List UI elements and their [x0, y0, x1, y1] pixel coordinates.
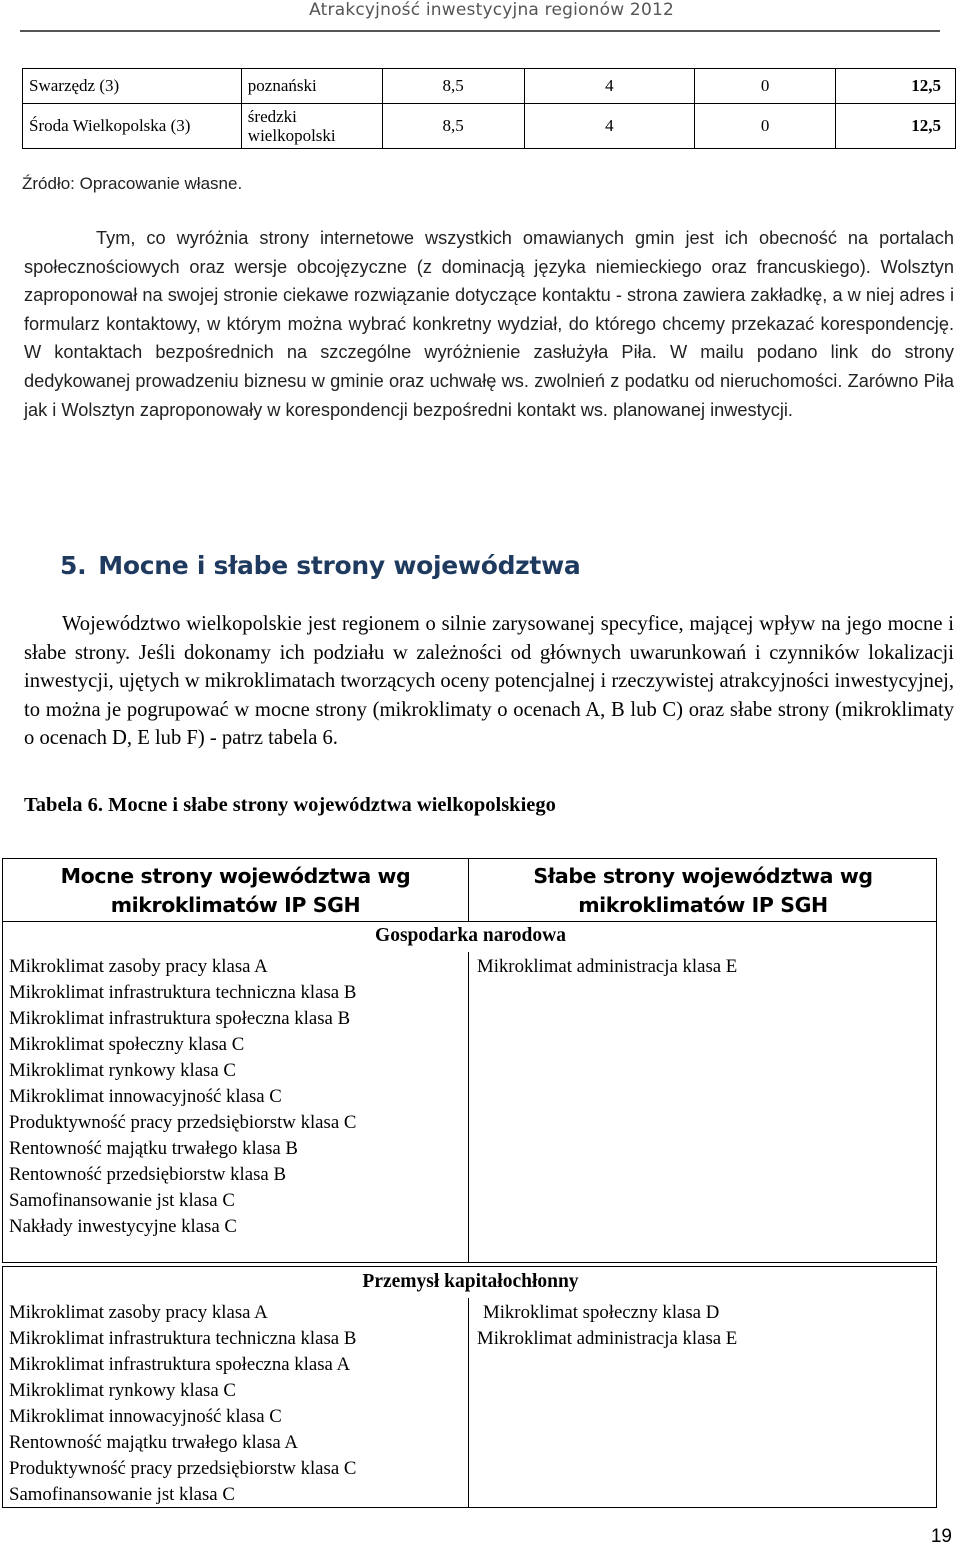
list-item: Mikroklimat zasoby pracy klasa A	[9, 956, 268, 977]
list-item: Mikroklimat innowacyjność klasa C	[9, 1086, 282, 1107]
total-cell: 12,5	[836, 104, 956, 149]
list-item: Produktywność pracy przedsiębiorstw klasa C	[9, 1458, 357, 1479]
table-row	[23, 104, 956, 149]
list-item: Samofinansowanie jst klasa C	[9, 1484, 235, 1505]
district-cell: poznański	[241, 69, 382, 104]
district-line: średzki	[247, 107, 297, 126]
strengths-weaknesses-table-part2	[2, 1266, 937, 1508]
list-item: Rentowność przedsiębiorstw klasa B	[9, 1164, 286, 1185]
strong-column-header	[3, 862, 468, 920]
gmina-cell: Swarzędz (3)	[23, 69, 242, 104]
list-item: Mikroklimat infrastruktura społeczna klasa B	[9, 1008, 351, 1029]
header-line: mikroklimatów IP SGH	[110, 893, 361, 917]
weak-list	[477, 1300, 737, 1352]
strong-list	[9, 1300, 356, 1508]
weak-column-header	[468, 862, 938, 920]
list-item: Mikroklimat rynkowy klasa C	[9, 1380, 236, 1401]
column-divider	[468, 952, 469, 1263]
value-cell: 0	[695, 104, 836, 149]
body-paragraph: Tym, co wyróżnia strony internetowe wszystkich omawianych gmin jest ich obecność na portalach społecznościowych oraz wersje obcojęzyczne (z dominacją języka niemieckiego oraz francuskiego). Wolsztyn zaproponował na swojej stronie ciekawe rozwiązanie dotyczące kontaktu - strona zawiera zakładkę, a w niej adres i formularz kontaktowy, w którym można wybrać konkretny wydział, do którego chcemy przekazać korespondencję. W kontaktach bezpośrednich na szczególne wyróżnienie zasłużyła Piła. W mailu podano link do strony dedykowanej prowadzeniu biznesu w gminie oraz uchwałę ws. zwolnień z podatku od nieruchomości. Zarówno Piła jak i Wolsztyn zaproponowały w korespondencji bezpośredni kontakt ws. planowanej inwestycji.	[24, 228, 954, 420]
value-cell: 0	[695, 69, 836, 104]
list-item: Rentowność majątku trwałego klasa A	[9, 1432, 298, 1453]
list-item: Mikroklimat społeczny klasa C	[9, 1034, 245, 1055]
body-paragraph: Województwo wielkopolskie jest regionem o silnie zarysowanej specyfice, mającej wpływ na jego mocne i słabe strony. Jeśli dokonamy ich podziału w zależności od głównych uwarunkowań i czynników lokalizacji inwestycji, ujętych w mikroklimatach tworzących oceny potencjalnej i rzeczywistej atrakcyjności inwestycyjnej, to można je pogrupować w mocne strony (mikroklimaty o ocenach A, B lub C) oraz słabe strony (mikroklimaty o ocenach D, E lub F) - patrz tabela 6.	[24, 613, 954, 750]
section-heading	[60, 551, 580, 580]
value-cell: 4	[524, 69, 695, 104]
strong-list	[9, 954, 356, 1240]
weak-list	[477, 954, 737, 980]
list-item: Mikroklimat infrastruktura techniczna klasa B	[9, 982, 357, 1003]
running-header: Atrakcyjność inwestycyjna regionów 2012	[309, 0, 674, 20]
header-line: mikroklimatów IP SGH	[578, 893, 828, 917]
total-cell: 12,5	[836, 69, 956, 104]
row-divider	[3, 921, 936, 922]
district-line: wielkopolski	[247, 126, 336, 145]
value-cell: 8,5	[382, 104, 524, 149]
list-item: Mikroklimat zasoby pracy klasa A	[9, 1302, 268, 1323]
group-label: Gospodarka narodowa	[375, 925, 566, 946]
header-rule	[20, 30, 940, 32]
group-label: Przemysł kapitałochłonny	[362, 1271, 579, 1292]
list-item: Mikroklimat administracja klasa E	[477, 956, 738, 977]
value-cell: 8,5	[382, 69, 524, 104]
table-caption: Tabela 6. Mocne i słabe strony województwa wielkopolskiego	[24, 794, 556, 816]
table-row	[23, 69, 956, 104]
list-item: Mikroklimat innowacyjność klasa C	[9, 1406, 282, 1427]
gmina-cell: Środa Wielkopolska (3)	[23, 104, 242, 149]
source-note: Źródło: Opracowanie własne.	[22, 174, 243, 193]
list-item: Rentowność majątku trwałego klasa B	[9, 1138, 298, 1159]
list-item: Mikroklimat społeczny klasa D	[483, 1302, 720, 1323]
strengths-weaknesses-table	[2, 858, 937, 1263]
list-item: Mikroklimat infrastruktura społeczna klasa A	[9, 1354, 351, 1375]
list-item: Produktywność pracy przedsiębiorstw klasa C	[9, 1112, 357, 1133]
list-item: Samofinansowanie jst klasa C	[9, 1190, 235, 1211]
header-line: Mocne strony województwa wg	[60, 864, 411, 888]
column-divider	[468, 1298, 469, 1508]
list-item: Mikroklimat infrastruktura techniczna klasa B	[9, 1328, 357, 1349]
value-cell: 4	[524, 104, 695, 149]
list-item: Mikroklimat rynkowy klasa C	[9, 1060, 236, 1081]
section-number: 5.	[60, 551, 87, 580]
page-number: 19	[930, 1526, 952, 1547]
section-title: Mocne i słabe strony województwa	[98, 551, 581, 580]
list-item: Nakłady inwestycyjne klasa C	[9, 1216, 237, 1237]
district-cell	[241, 104, 382, 149]
header-line: Słabe strony województwa wg	[533, 864, 873, 888]
ranking-table	[22, 68, 956, 149]
list-item: Mikroklimat administracja klasa E	[477, 1328, 738, 1349]
